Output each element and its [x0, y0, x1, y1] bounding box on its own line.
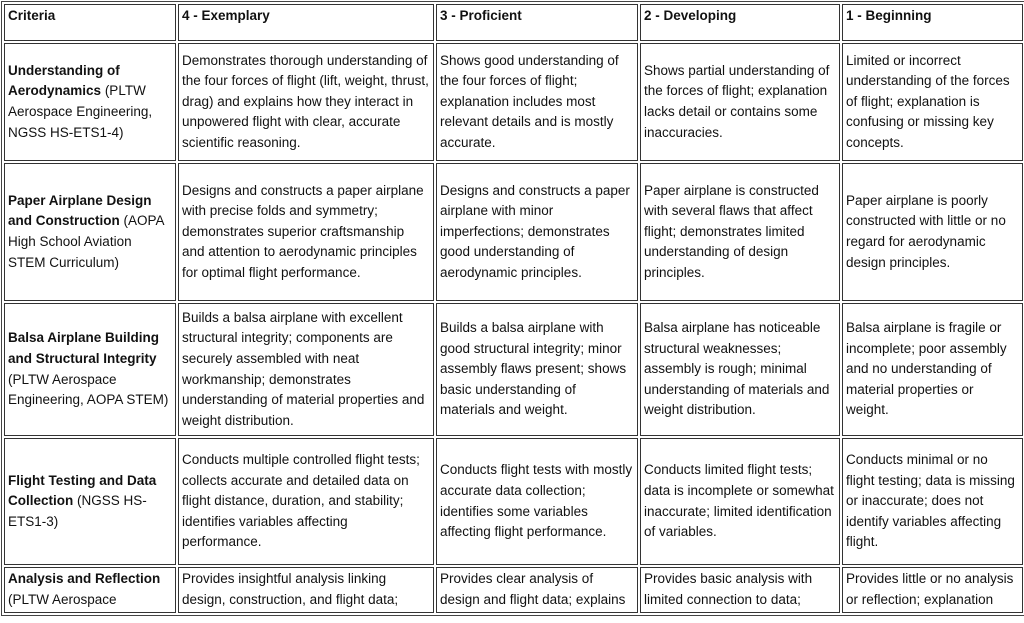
developing-cell: Provides basic analysis with limited connection to data;: [640, 567, 840, 613]
header-proficient: 3 - Proficient: [436, 4, 638, 41]
exemplary-cell: Designs and constructs a paper airplane with precise folds and symmetry; demonstrates superior craftsmanship and attention to aerodynamic principles for optimal flight performance.: [178, 163, 434, 301]
criterion-standard: (PLTW Aerospace Engineering, AOPA STEM): [8, 371, 169, 408]
rubric-table: [1, 1, 1024, 616]
proficient-cell: Shows good understanding of the four forces of flight; explanation includes most relevant details and is mostly accurate.: [436, 43, 638, 161]
table-row: [4, 163, 1023, 301]
criterion-standard: (PLTW Aerospace: [8, 592, 117, 607]
table-row: [4, 438, 1023, 565]
beginning-cell: Provides little or no analysis or reflection; explanation: [842, 567, 1023, 613]
criterion-standard: (NGSS HS-ETS1-3): [8, 493, 147, 529]
developing-cell: Paper airplane is constructed with several flaws that affect flight; demonstrates limited understanding of design principles.: [640, 163, 840, 301]
header-beginning: 1 - Beginning: [842, 4, 1023, 41]
developing-cell: Balsa airplane has noticeable structural weaknesses; assembly is rough; minimal understanding of materials and weight distribution.: [640, 303, 840, 436]
criterion-name: Paper Airplane Design and Construction: [8, 192, 152, 229]
criterion-cell: [4, 43, 176, 161]
criterion-cell: [4, 163, 176, 301]
criterion-cell: [4, 567, 176, 613]
beginning-cell: Paper airplane is poorly constructed with little or no regard for aerodynamic design principles.: [842, 163, 1023, 301]
header-criteria: Criteria: [4, 4, 176, 41]
table-row: [4, 303, 1023, 436]
exemplary-cell: Builds a balsa airplane with excellent structural integrity; components are securely assembled with neat workmanship; demonstrates understanding of material properties and weight distribution.: [178, 303, 434, 436]
table-row: [4, 43, 1023, 161]
header-row: [4, 4, 1023, 41]
developing-cell: Conducts limited flight tests; data is incomplete or somewhat inaccurate; limited identification of variables.: [640, 438, 840, 565]
beginning-cell: Limited or incorrect understanding of the forces of flight; explanation is confusing or missing key concepts.: [842, 43, 1023, 161]
criterion-name: Flight Testing and Data Collection: [8, 472, 157, 509]
proficient-cell: Provides clear analysis of design and flight data; explains: [436, 567, 638, 613]
proficient-cell: Builds a balsa airplane with good structural integrity; minor assembly flaws present; shows basic understanding of materials and weight.: [436, 303, 638, 436]
exemplary-cell: Demonstrates thorough understanding of the four forces of flight (lift, weight, thrust, drag) and explains how they interact in unpowered flight with clear, accurate scientific reasoning.: [178, 43, 434, 161]
header-developing: 2 - Developing: [640, 4, 840, 41]
criterion-standard: (AOPA High School Aviation STEM Curriculum): [8, 213, 164, 270]
criterion-standard: (PLTW Aerospace Engineering, NGSS HS-ETS1-4): [8, 83, 153, 140]
exemplary-cell: Provides insightful analysis linking design, construction, and flight data;: [178, 567, 434, 613]
beginning-cell: Conducts minimal or no flight testing; data is missing or inaccurate; does not identify variables affecting flight.: [842, 438, 1023, 565]
criterion-cell: [4, 438, 176, 565]
table-row: [4, 567, 1023, 613]
exemplary-cell: Conducts multiple controlled flight tests; collects accurate and detailed data on flight distance, duration, and stability; identifies variables affecting performance.: [178, 438, 434, 565]
criterion-name: Analysis and Reflection: [8, 571, 161, 587]
beginning-cell: Balsa airplane is fragile or incomplete; poor assembly and no understanding of material properties or weight.: [842, 303, 1023, 436]
proficient-cell: Conducts flight tests with mostly accurate data collection; identifies some variables affecting flight performance.: [436, 438, 638, 565]
criterion-name: Balsa Airplane Building and Structural Integrity: [8, 330, 160, 366]
header-exemplary: 4 - Exemplary: [178, 4, 434, 41]
criterion-name: Understanding of Aerodynamics: [8, 62, 120, 99]
proficient-cell: Designs and constructs a paper airplane with minor imperfections; demonstrates good understanding of aerodynamic principles.: [436, 163, 638, 301]
criterion-cell: [4, 303, 176, 436]
developing-cell: Shows partial understanding of the forces of flight; explanation lacks detail or contains some inaccuracies.: [640, 43, 840, 161]
